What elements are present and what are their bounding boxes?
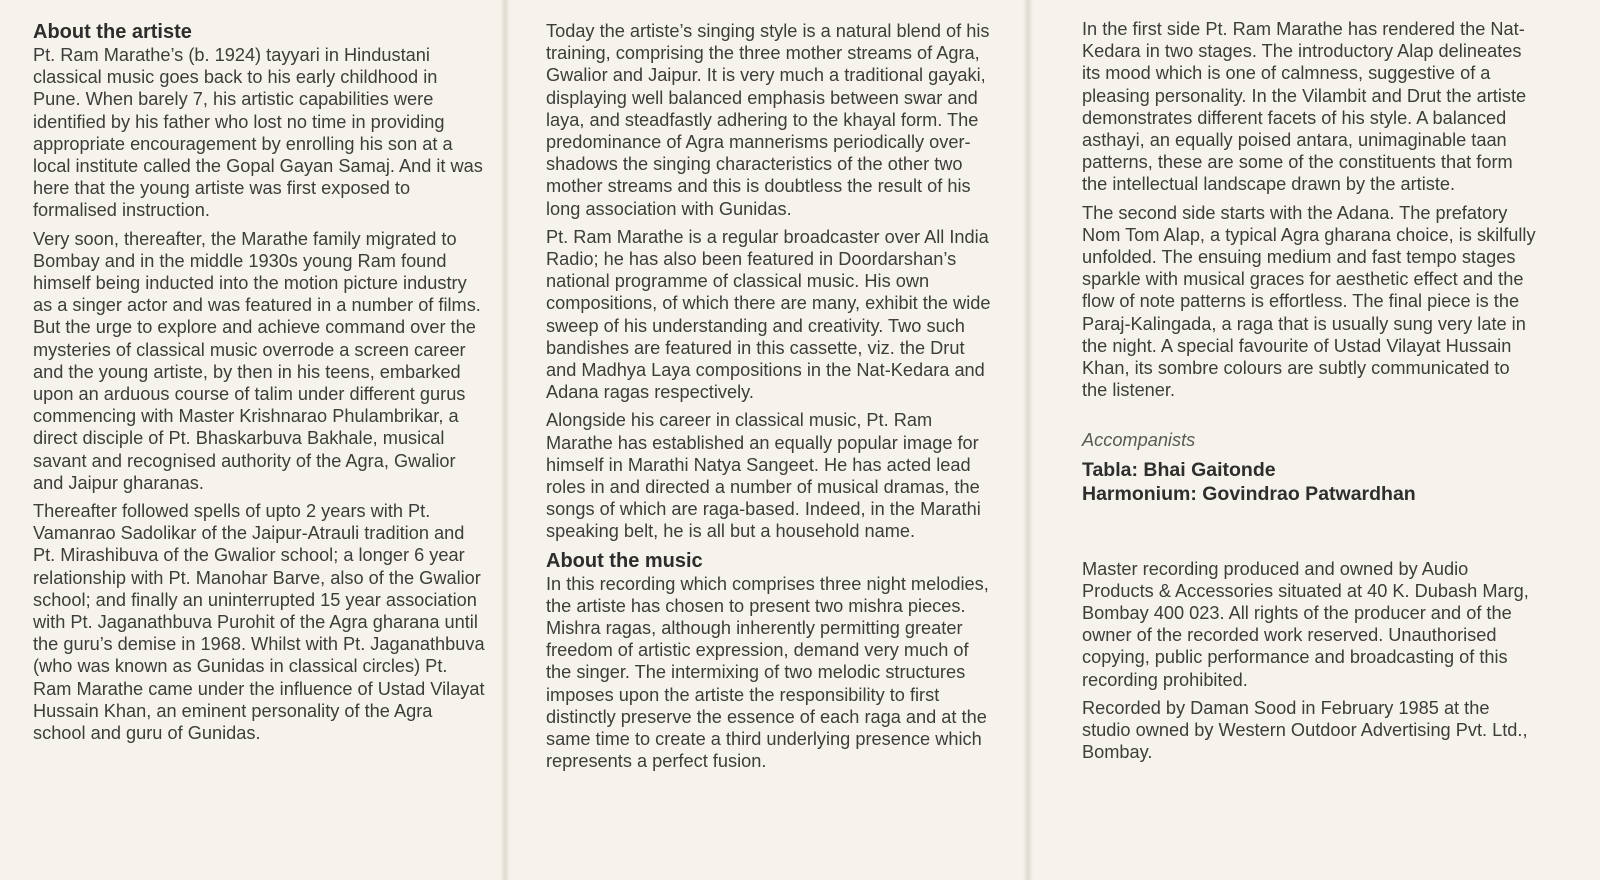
artiste-paragraph-2: Very soon, thereafter, the Marathe family migrated to Bombay and in the middle 1930s young Ram found himself being inducted into the motion picture industry as a singer actor and was featured in a number of films. But the urge to explore and achieve command over the mysteries of classical music overrode a screen career and the young artiste, by then in his teens, embarked upon an arduous course of talim under different gurus commencing with Master Krishnarao Phulambrikar, a direct disciple of Pt. Bhaskarbuva Bakhale, musical savant and recognised authority of the Agra, Gwalior and Jaipur gharanas.	[33, 228, 481, 493]
recorded-by-credit: Recorded by Daman Sood in February 1985 at the studio owned by Western Outdoor Advertising Pvt. Ltd., Bombay.	[1082, 697, 1528, 763]
panel-recording-details	[1082, 0, 1537, 880]
fold-line-2	[1023, 0, 1033, 880]
heading-about-music: About the music	[546, 549, 703, 572]
style-paragraph-3: Alongside his career in classical music, Pt. Ram Marathe has established an equally popular image for himself in Marathi Natya Sangeet. He has acted lead roles in and directed a number of musical dramas, the songs of which are raga-based. Indeed, in the Marathi speaking belt, he is all but a household name.	[546, 410, 981, 542]
music-paragraph: In this recording which comprises three night melodies, the artiste has chosen to present two mishra pieces. Mishra ragas, although inherently permitting greater freedom of artistic expression, demand very much of the singer. The intermixing of two melodic structures imposes upon the artiste the responsibility to first distinctly preserve the essence of each raga and at the same time to create a third underlying presence which represents a perfect fusion.	[546, 573, 989, 772]
fold-line-1	[500, 0, 510, 880]
artiste-paragraph-1: Pt. Ram Marathe’s (b. 1924) tayyari in Hindustani classical music goes back to his early childhood in Pune. When barely 7, his artistic capabilities were identified by his father who lost no time in providing appropriate encouragement by enrolling his son at a local institute called the Gopal Gayan Samaj. And it was here that the young artiste was first exposed to formalised instruction.	[33, 45, 483, 221]
tabla-credit: Tabla: Bhai Gaitonde	[1082, 458, 1276, 481]
panel-style-and-music	[546, 0, 993, 880]
artiste-paragraph-3: Thereafter followed spells of upto 2 years with Pt. Vamanrao Sadolikar of the Jaipur-Atrauli tradition and Pt. Mirashibuva of the Gwalior school; a longer 6 year relationship with Pt. Manohar Barve, also of the Gwalior school; and finally an uninterrupted 15 year association with Pt. Jaganathbuva Purohit of the Agra gharana until the guru’s demise in 1968. Whilst with Pt. Jaganathbuva (who was known as Gunidas in classical circles) Pt. Ram Marathe came under the influence of Ustad Vilayat Hussain Khan, an eminent personality of the Agra school and guru of Gunidas.	[33, 501, 485, 744]
heading-about-artiste: About the artiste	[33, 21, 192, 43]
harmonium-credit: Harmonium: Govindrao Patwardhan	[1082, 482, 1416, 505]
master-recording-credit: Master recording produced and owned by Audio Products & Accessories situated at 40 K. Dubash Marg, Bombay 400 023. All rights of the producer and of the owner of the recorded work reserved. Unauthorised copying, public performance and broadcasting of this recording prohibited.	[1082, 558, 1529, 690]
accompanists-label: Accompanists	[1082, 430, 1196, 451]
style-paragraph-1: Today the artiste’s singing style is a natural blend of his training, comprising the three mother streams of Agra, Gwalior and Jaipur. It is very much a traditional gayaki, displaying well balanced emphasis between swar and laya, and steadfastly adhering to the khayal form. The predominance of Agra mannerisms periodically over-shadows the singing characteristics of the other two mother streams and this is doubtless the result of his long association with Gunidas.	[546, 21, 990, 219]
recording-paragraph-1: In the first side Pt. Ram Marathe has rendered the Nat-Kedara in two stages. The introductory Alap delineates its mood which is one of calmness, suggestive of a pleasing personality. In the Vilambit and Drut the artiste demonstrates different facets of his style. A balanced asthayi, an equally poised antara, unimaginable taan patterns, these are some of the constituents that form the intellectual landscape drawn by the artiste.	[1082, 19, 1527, 195]
style-paragraph-2: Pt. Ram Marathe is a regular broadcaster over All India Radio; he has also been featured in Doordarshan’s national programme of classical music. His own compositions, of which there are many, exhibit the wide sweep of his understanding and creativity. Two such bandishes are featured in this cassette, viz. the Drut and Madhya Laya compositions in the Nat-Kedara and Adana ragas respectively.	[546, 226, 991, 403]
recording-paragraph-2: The second side starts with the Adana. The prefatory Nom Tom Alap, a typical Agra gharana choice, is skilfully unfolded. The ensuing medium and fast tempo stages sparkle with musical graces for aesthetic effect and the flow of note patterns is effortless. The final piece is the Paraj-Kalingada, a raga that is usually sung very late in the night. A special favourite of Ustad Vilayat Hussain Khan, its sombre colours are subtly communicated to the listener.	[1082, 202, 1536, 401]
panel-about-artiste	[33, 0, 488, 880]
